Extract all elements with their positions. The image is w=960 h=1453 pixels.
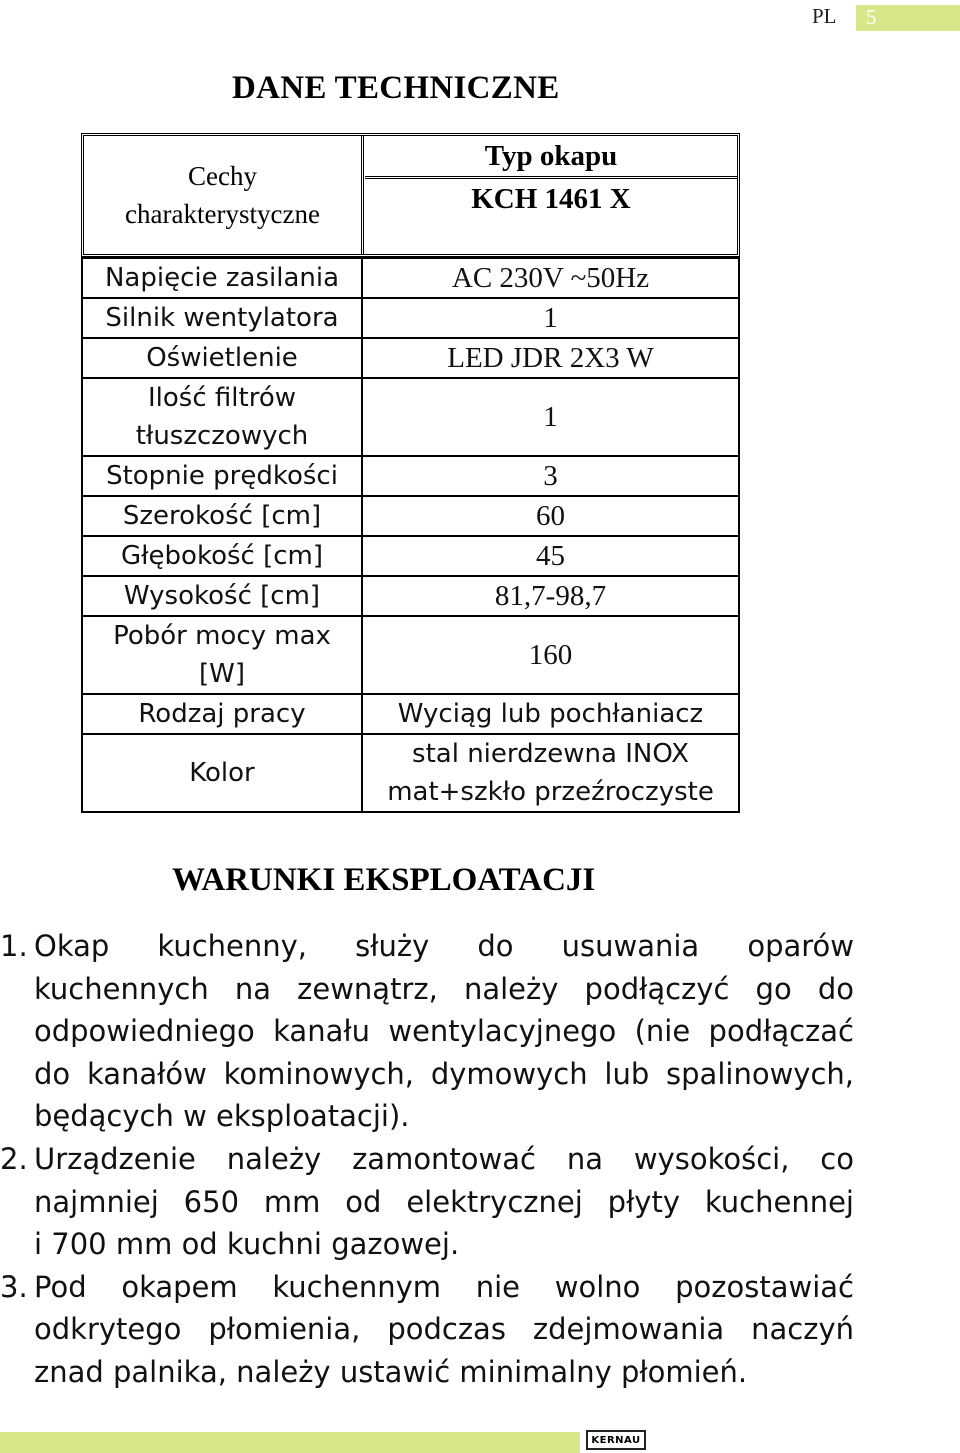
brand-logo: KERNAU <box>586 1430 646 1450</box>
instruction-item <box>0 1138 854 1266</box>
instruction-line: najmniej 650 mm od elektrycznej płyty kuchennej <box>34 1184 854 1219</box>
spec-row <box>82 258 739 298</box>
page-number: 5 <box>866 5 877 29</box>
spec-row <box>82 576 739 616</box>
header-features-line2: charakterystyczne <box>125 199 320 229</box>
spec-label: Kolor <box>82 734 362 812</box>
spec-value: AC 230V ~50Hz <box>362 258 739 298</box>
spec-table <box>81 257 740 813</box>
language-label: PL <box>812 4 837 28</box>
header-features-cell <box>84 136 364 254</box>
spec-row <box>82 378 739 456</box>
spec-label: Pobór mocy max [W] <box>82 616 362 694</box>
instruction-line: kuchennych na zewnątrz, należy podłączyć go do <box>34 971 854 1006</box>
spec-row <box>82 496 739 536</box>
spec-row <box>82 338 739 378</box>
spec-value: 160 <box>362 616 739 694</box>
spec-value: 1 <box>362 378 739 456</box>
spec-label: Rodzaj pracy <box>82 694 362 734</box>
spec-row <box>82 616 739 694</box>
spec-table-header <box>81 133 740 257</box>
instruction-item <box>0 1266 854 1394</box>
instruction-line: odkrytego płomienia, podczas zdejmowania naczyń <box>34 1312 854 1347</box>
instruction-line: Pod okapem kuchennym nie wolno pozostawiać <box>34 1269 854 1304</box>
spec-value: stal nierdzewna INOX mat+szkło przeźroczyste <box>362 734 739 812</box>
instruction-line: i 700 mm od kuchni gazowej. <box>34 1227 460 1262</box>
instruction-line: odpowiedniego kanału wentylacyjnego (nie podłączać <box>34 1014 854 1049</box>
instruction-number: 2. <box>0 1141 28 1176</box>
spec-value: 45 <box>362 536 739 576</box>
instruction-line: znad palnika, należy ustawić minimalny płomień. <box>34 1354 748 1389</box>
header-type-cell <box>365 136 737 254</box>
header-model: KCH 1461 X <box>471 183 631 215</box>
instruction-line: Urządzenie należy zamontować na wysokości, co <box>34 1141 854 1176</box>
spec-row <box>82 456 739 496</box>
header-type-label: Typ okapu <box>365 136 737 179</box>
spec-label: Silnik wentylatora <box>82 298 362 338</box>
spec-value: 60 <box>362 496 739 536</box>
instruction-line: będących w eksploatacji). <box>34 1099 410 1134</box>
spec-value: 81,7-98,7 <box>362 576 739 616</box>
spec-row <box>82 298 739 338</box>
spec-value: LED JDR 2X3 W <box>362 338 739 378</box>
instruction-item <box>0 925 854 1138</box>
spec-label: Stopnie prędkości <box>82 456 362 496</box>
spec-label: Ilość filtrów tłuszczowych <box>82 378 362 456</box>
instruction-line: Okap kuchenny, służy do usuwania oparów <box>34 929 854 963</box>
section-title-operating-conditions: WARUNKI EKSPLOATACJI <box>172 862 596 898</box>
page-number-bar <box>856 5 960 31</box>
spec-row <box>82 536 739 576</box>
spec-row <box>82 734 739 812</box>
instructions-list <box>0 925 960 1394</box>
spec-row <box>82 694 739 734</box>
spec-label: Wysokość [cm] <box>82 576 362 616</box>
instruction-number: 1. <box>0 929 28 963</box>
instruction-line: do kanałów kominowych, dymowych lub spalinowych, <box>34 1056 854 1091</box>
header-features-line1: Cechy <box>188 161 257 191</box>
spec-value: 3 <box>362 456 739 496</box>
spec-value: 1 <box>362 298 739 338</box>
spec-label: Szerokość [cm] <box>82 496 362 536</box>
spec-value: Wyciąg lub pochłaniacz <box>362 694 739 734</box>
instruction-number: 3. <box>0 1269 28 1304</box>
section-title-technical-data: DANE TECHNICZNE <box>232 70 560 106</box>
spec-label: Głębokość [cm] <box>82 536 362 576</box>
footer-bar <box>0 1432 580 1453</box>
spec-label: Oświetlenie <box>82 338 362 378</box>
spec-label: Napięcie zasilania <box>82 258 362 298</box>
